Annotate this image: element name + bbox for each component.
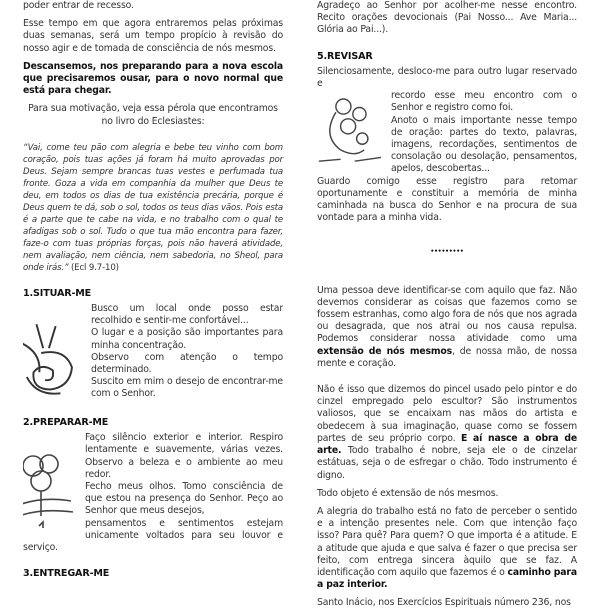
text: , de nossa mão, de nossa mente e coração.: [317, 345, 577, 369]
text-line: recordo esse meu encontro com o Senhor e registro como foi.: [391, 90, 577, 114]
paragraph: Todo objeto é extensão de nós mesmos.: [317, 487, 499, 499]
text-line: pensamentos e sentimentos estejam unicamente voltados para seu louvor e serviço.: [23, 517, 283, 554]
drawing-tree-icon: [23, 446, 77, 536]
section-title: 3.ENTREGAR-ME: [23, 568, 110, 580]
paragraph: Esse tempo em que agora entraremos pelas próximas duas semanas, será um tempo propício à revisão do nosso agir e de tomada de consciência de nós mesmos.: [23, 18, 283, 54]
text: Uma pessoa deve identificar-se com aquilo que faz. Não devemos considerar as coisas que fazemos como se fossem estranhas, como algo fora de nós que nos agrada ou desagrada, que nos atrai ou nos causa repulsa. Podemos considerar nossa atividade como uma: [317, 284, 577, 345]
text-line: Suscito em mim o desejo de encontrar-me com o Senhor.: [91, 376, 283, 400]
paragraph: Santo Inácio, nos Exercícios Espirituais número 236, nos: [317, 597, 571, 609]
quote-text: “Vai, come teu pão com alegria e bebe teu vinho com bom coração, pois tuas ações já foram há muito aprovadas por Deus. Sejam sempre brancas tuas vestes e perfumada tua fronte. Goza a vida em companhia da mulher que Deus te deu, em todos os dias de tua existência precária, porque é Deus quem te dá, sob o sol, todos os teus dias vãos. Pois esta é a parte que te cabe na vida, e no trabalho com o qual te afadigas sob o sol. Tudo o que tua mão encontra para fazer, faze-o com tuas próprias forças, pois não haverá atividade, nem avaliação, nem ciência, nem sabedoria, no Sheol, para onde irás.”: [23, 142, 283, 273]
paragraph: [317, 384, 577, 482]
drawing-figure-icon: [23, 305, 83, 401]
bold-text: E aí nasce a obra de arte.: [317, 432, 577, 457]
text-line: Busco um local onde posso estar recolhido e sentir-me confortável...: [91, 303, 283, 327]
text: Todo trabalho é nobre, seja ele o de cinzelar estátuas, seja o de esfregar o chão. Todo instrumento é digno.: [317, 445, 577, 481]
text-line: Fecho meus olhos. Tomo consciência de que estou na presença do Senhor. Peço ao Senhor que meus desejos,: [85, 481, 283, 517]
text-line: O lugar e a posição são importantes para minha concentração.: [91, 327, 283, 351]
bold-text: extensão de nós mesmos: [317, 345, 453, 357]
separator: •••••••••: [430, 248, 464, 256]
section-title: 1.SITUAR-ME: [23, 287, 92, 299]
text-line: Observo com atenção o tempo determinado.: [91, 351, 283, 376]
section-preparar: [23, 432, 283, 554]
paragraph: Agradeço ao Senhor por acolher-me nesse encontro. Recito orações devocionais (Pai Nosso... Ave Maria... Glória ao Pai...).: [317, 0, 577, 36]
paragraph: [317, 285, 577, 370]
paragraph: [317, 506, 577, 591]
text-line: Anoto o mais importante nesse tempo de oração: partes do texto, palavras, imagens, recordações, sentimentos de consolação ou desolação, pensamentos, apelos, descobertas...: [391, 114, 577, 175]
section-situar: [23, 303, 283, 403]
left-column: [23, 0, 283, 616]
text-line: Faço silêncio exterior e interior. Respiro lentamente e suavemente, várias vezes. Observo a beleza e o ambiente ao meu redor.: [85, 432, 283, 480]
paragraph: poder entrar de recesso.: [23, 0, 134, 11]
paragraph: Guardo comigo esse registro para retomar oportunamente e constituir a memória de minha caminhada na busca do Senhor e na procura de sua vontade para a minha vida.: [317, 175, 577, 224]
drawing-head-icon: [317, 92, 383, 172]
bold-text: caminho para a paz interior.: [317, 566, 577, 591]
section-title: 2.PREPARAR-ME: [23, 417, 109, 429]
paragraph: Silenciosamente, desloco-me para outro lugar reservado e: [317, 65, 577, 90]
quote: [23, 142, 283, 274]
text: Não é isso que dizemos do pincel usado pelo pintor e do cinzel empregado pelo escultor? São instrumentos valiosos, que se encaixam nas mãos do artista e obedecem à sua imaginação, quase como se fossem partes de seu próprio corpo.: [317, 384, 577, 444]
quote-reference: (Ecl 9.7-10): [70, 262, 119, 273]
section-revisar: [317, 90, 577, 175]
bold-paragraph: Descansemos, nos preparando para a nova escola que precisaremos ousar, para o novo normal que está para chegar.: [23, 60, 283, 97]
right-column: [317, 0, 577, 616]
text: A alegria do trabalho está no fato de perceber o sentido e a intenção presentes nele. Com que intenção faço isso? Para quê? Para quem? O que importa é a atitude. E a atitude que ajuda e que salva é fazer o que precisa ser feito, com entrega sincera àquilo que se faz. A identificação com aquilo que fazemos é o: [317, 505, 577, 578]
section-title: 5.REVISAR: [317, 50, 373, 62]
paragraph: Para sua motivação, veja essa pérola que encontramos no livro do Eclesiastes:: [28, 103, 278, 127]
